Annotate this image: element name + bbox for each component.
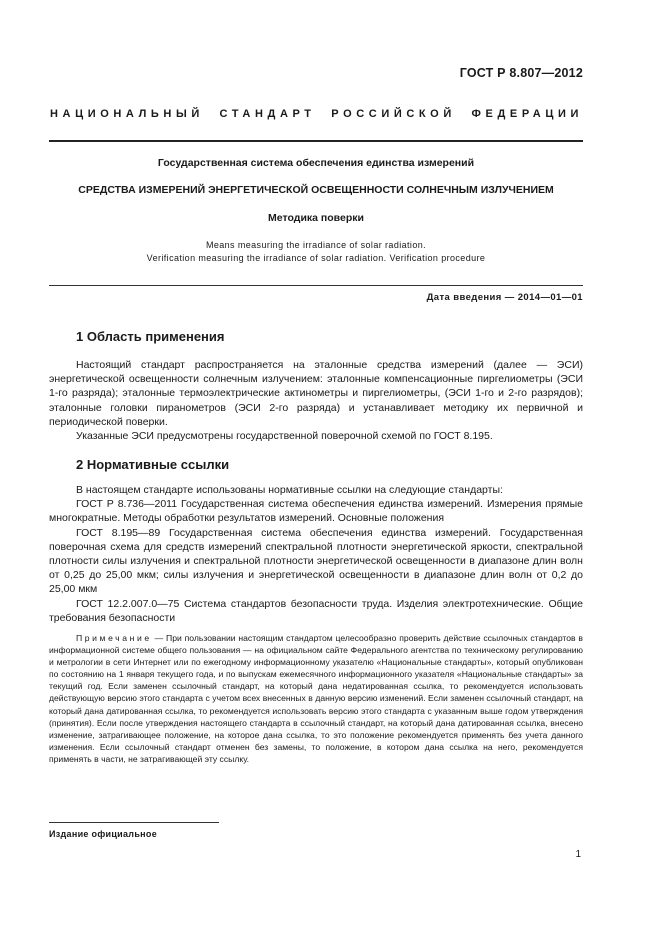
paragraph: В настоящем стандарте использованы нормативные ссылки на следующие стандарты: bbox=[76, 484, 503, 496]
paragraph: Указанные ЭСИ предусмотрены государственной поверочной схемой по ГОСТ 8.195. bbox=[76, 430, 493, 443]
introduction-date: Дата введения — 2014—01—01 bbox=[426, 292, 583, 303]
banner-word: НАЦИОНАЛЬНЫЙ bbox=[50, 108, 204, 120]
paragraph: ГОСТ 12.2.007.0—75 Система стандартов безопасности труда. Изделия электротехнические. Общие требования безопасности bbox=[49, 597, 583, 624]
title-divider bbox=[49, 285, 583, 286]
banner-word: ФЕДЕРАЦИИ bbox=[471, 108, 583, 120]
note-text: — При пользовании настоящим стандартом целесообразно проверить действие ссылочных стандартов в информационной системе общего пользования — на официальном сайте Федерального агентства по техническому регулированию и метрологии в сети Интернет или по ежегодному информационному указателю «Национальные стандарты», который опубликован по состоянию на 1 января текущего года, и по выпускам ежемесячного информационного указателя «Национальные стандарты» за текущий год. Если заменен ссылочный стандарт, на который дана недатированная ссылка, то рекомендуется использовать действующую версию этого стандарта с учетом всех внесенных в данную версию изменений. Если заменен ссылочный стандарт, на который дана датированная ссылка, то рекомендуется использовать версию этого стандарта с указанным выше годом утверждения (принятия). Если после утверждения настоящего стандарта в ссылочный стандарт, на который дана датированная ссылка, внесено изменение, затрагивающее положение, на которое дана ссылка, то это положение рекомендуется применять без учета данного изменения. Если ссылочный стандарт отменен без замены, то положение, в котором дана ссылка на него, рекомендуется применять в части, не затрагивающей эту ссылку. bbox=[49, 633, 584, 764]
note-label: Примечание bbox=[76, 633, 152, 643]
banner-word: СТАНДАРТ bbox=[219, 108, 316, 120]
subtitle: Методика поверки bbox=[268, 212, 364, 224]
edition-label: Издание официальное bbox=[49, 829, 158, 839]
page-number: 1 bbox=[575, 849, 581, 860]
note bbox=[49, 632, 583, 765]
banner-word: РОССИЙСКОЙ bbox=[331, 108, 456, 120]
system-title: Государственная система обеспечения единства измерений bbox=[157, 157, 475, 169]
paragraph: ГОСТ 8.195—89 Государственная система обеспечения единства измерений. Государственная поверочная схема для средств измерений спектральной плотности энергетической яркости, спектральной плотности силы излучения и спектральной плотности энергетической освещенности в диапазоне длин волн от 0,25 до 25,00 мкм; силы излучения и энергетической освещенности в диапазоне длин волн от 0,2 до 25,00 мкм bbox=[49, 526, 583, 596]
section-1-heading: 1 Область применения bbox=[76, 329, 225, 344]
english-title-line-2: Verification measuring the irradiance of solar radiation. Verification procedure bbox=[146, 253, 486, 263]
header-divider bbox=[49, 140, 583, 142]
footer-divider bbox=[49, 822, 219, 823]
main-title: СРЕДСТВА ИЗМЕРЕНИЙ ЭНЕРГЕТИЧЕСКОЙ ОСВЕЩЕННОСТИ СОЛНЕЧНЫМ ИЗЛУЧЕНИЕМ bbox=[78, 184, 554, 196]
paragraph: Настоящий стандарт распространяется на эталонные средства измерений (далее — ЭСИ) энергетической освещенности солнечным излучением: эталонные компенсационные пиргелиометры (ЭСИ 1-го разряда); эталонные термоэлектрические актинометры и пиргелиометры, (ЭСИ 1-го и 2-го разрядов); эталонные головки пиранометров (ЭСИ 2-го разряда) и устанавливает методику их первичной и периодической поверки. bbox=[49, 359, 583, 428]
national-standard-banner bbox=[50, 108, 583, 120]
document-number: ГОСТ Р 8.807—2012 bbox=[459, 66, 583, 80]
section-2-heading: 2 Нормативные ссылки bbox=[76, 457, 230, 472]
paragraph: ГОСТ Р 8.736—2011 Государственная система обеспечения единства измерений. Измерения прямые многократные. Методы обработки результатов измерений. Основные положения bbox=[49, 498, 583, 525]
section-1-body bbox=[49, 358, 583, 443]
section-2-body bbox=[49, 483, 583, 625]
english-title-line-1: Means measuring the irradiance of solar radiation. bbox=[205, 240, 427, 250]
